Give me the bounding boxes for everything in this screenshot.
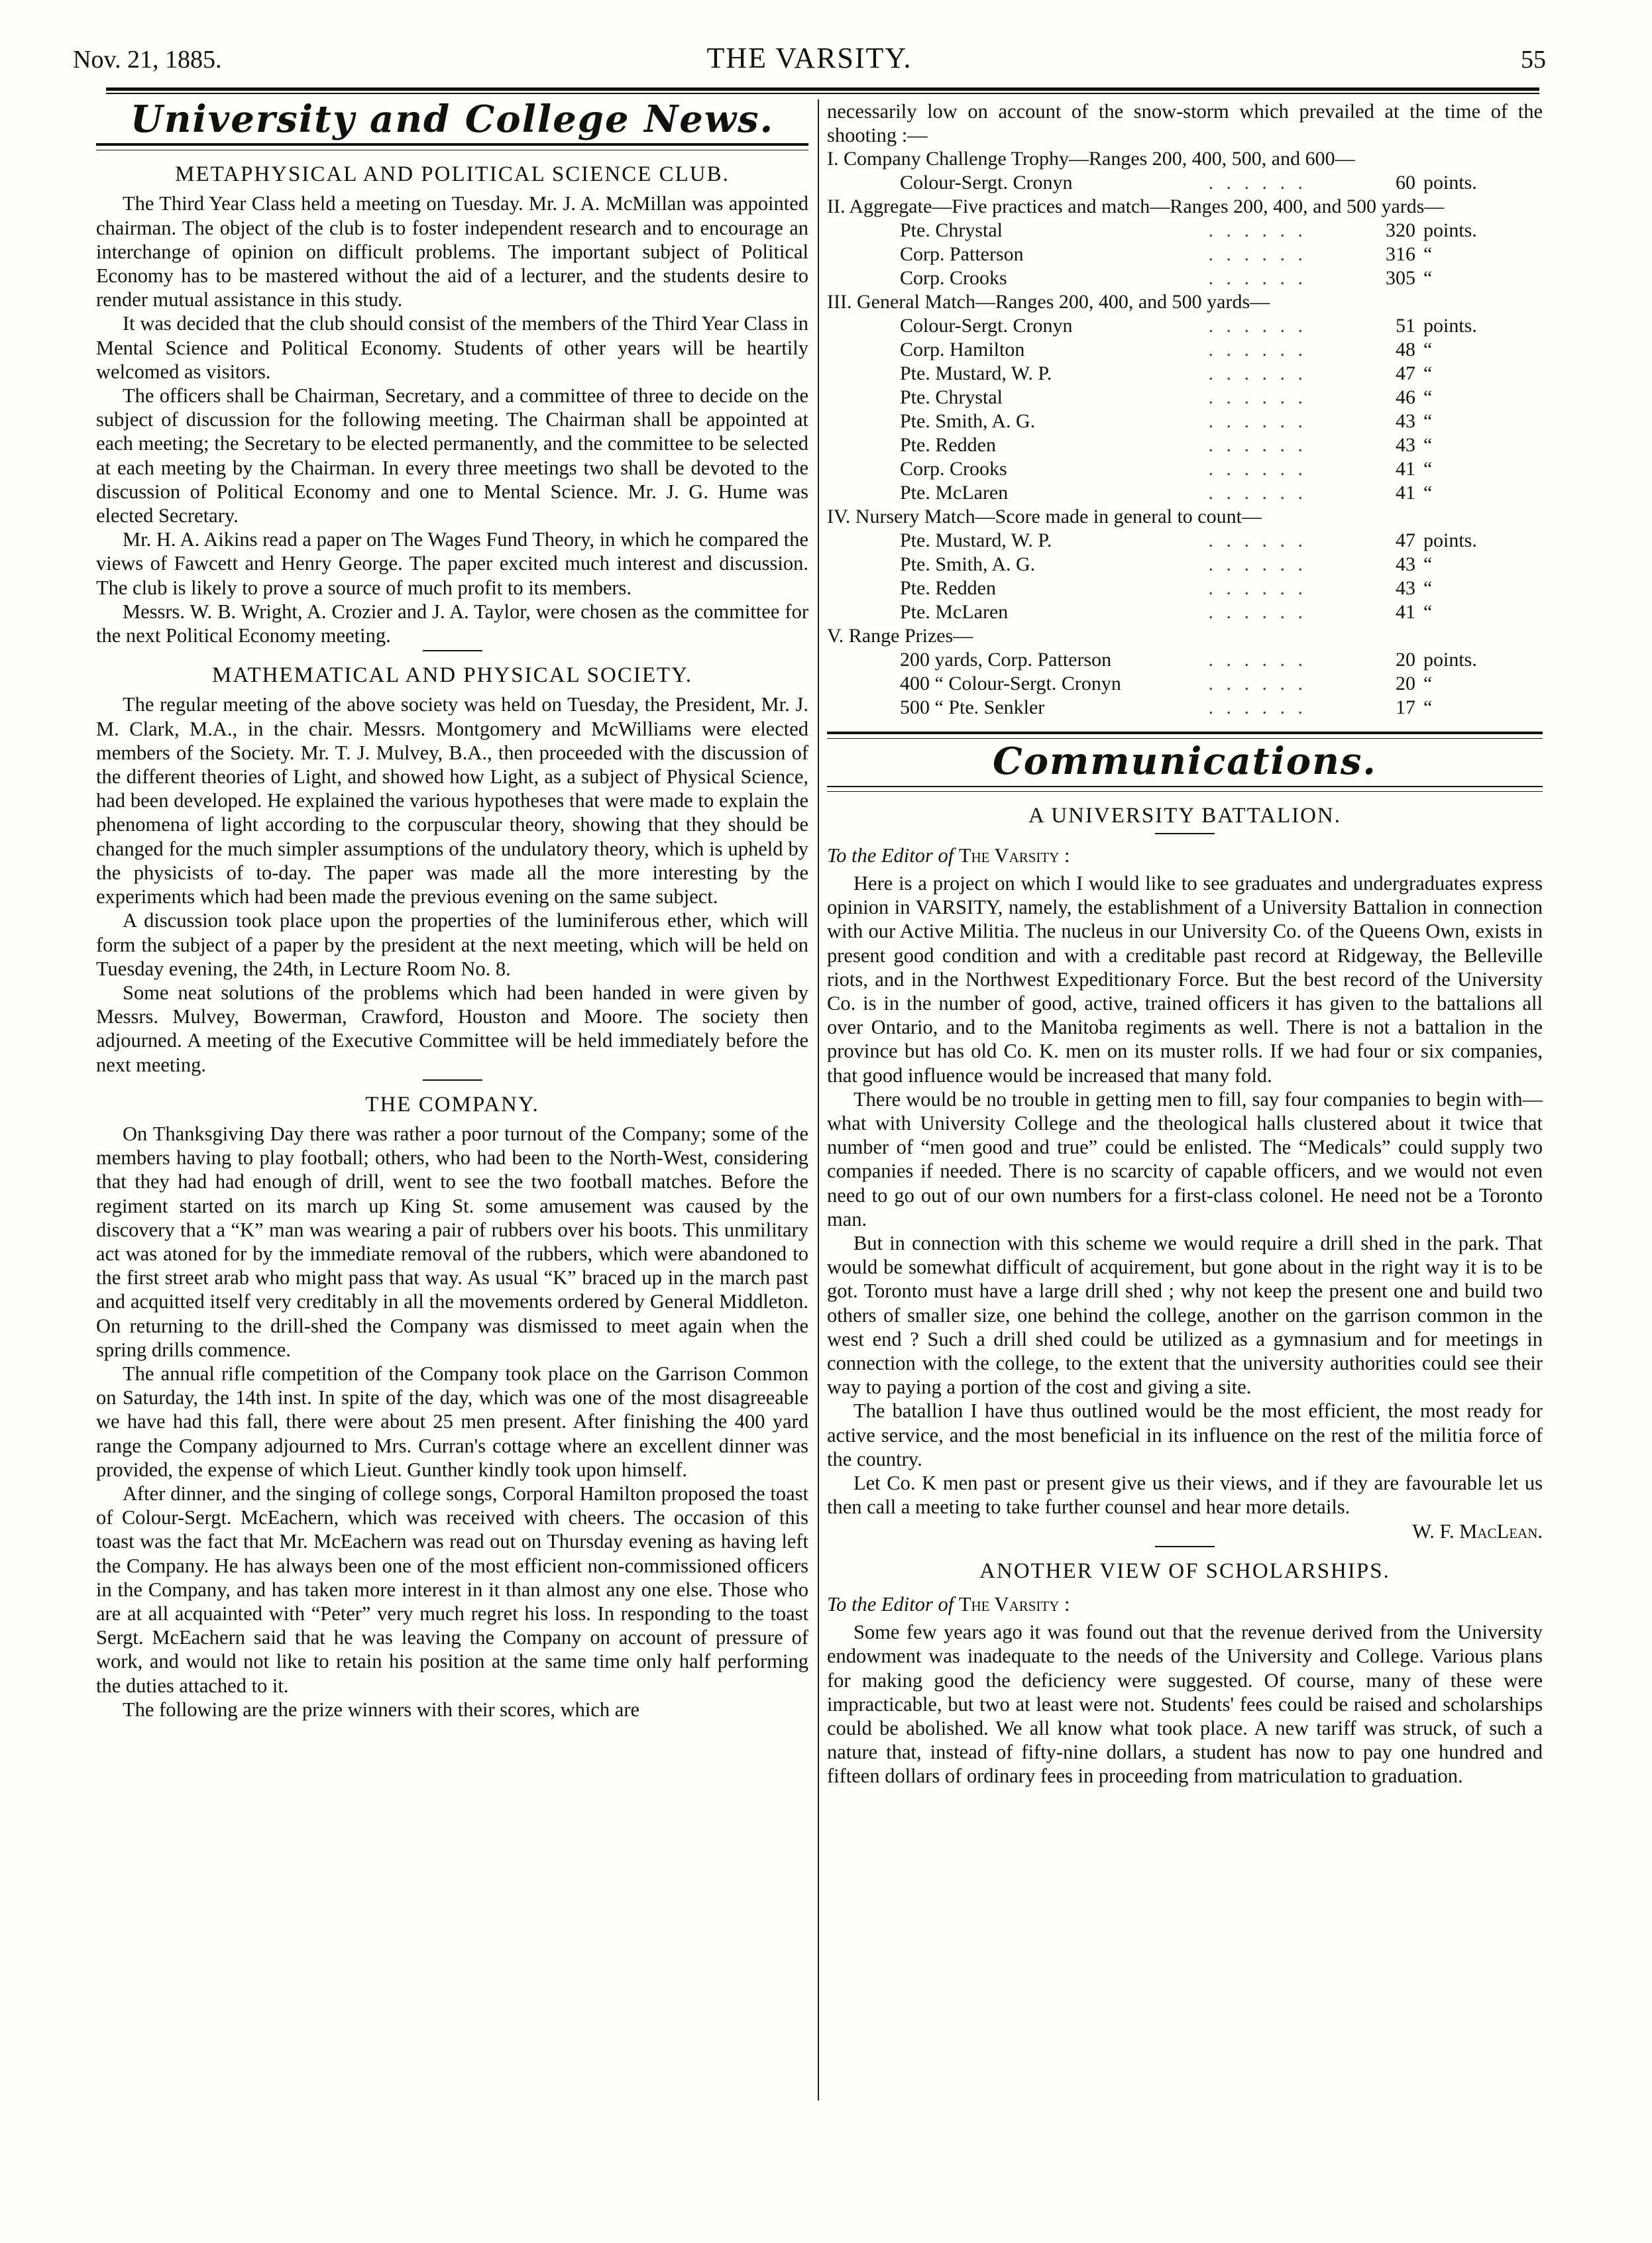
column-divider <box>818 99 819 2101</box>
prize-entry-name: Corp. Crooks <box>900 267 1007 290</box>
leader-dots: . . . . . . <box>1208 267 1307 290</box>
prize-category <box>827 290 1543 314</box>
leader-dots: . . . . . . <box>1208 553 1307 576</box>
article-title-company: THE COMPANY. <box>365 1092 539 1117</box>
prize-entry <box>827 457 1543 481</box>
prize-entry-name: 400 “ Colour-Sergt. Cronyn <box>900 673 1121 695</box>
paragraph: There would be no trouble in getting men to fill, say four companies to begin with—what with University College and the theological halls clustered about it twice that number of “men good and true” could be enlisted. The “Medicals” could supply two companies if needed. There is no scarcity of capable officers, and we would not even need to go out of our own numbers for a first-class colonel. He need not be a Toronto man. <box>827 1087 1543 1231</box>
section-title-news: University and College News. <box>130 97 775 141</box>
prize-entry-name: Corp. Patterson <box>900 243 1024 266</box>
paragraph: Some few years ago it was found out that the revenue derived from the University endowment was inadequate to the needs of the University and College. Various plans for making good the deficiency were suggested. Of course, many of these were impracticable, but two at least were not. Students' fees could be raised and scholarships could be abolished. We all know what took place. A new tariff was struck, of such a nature that, instead of fifty-nine dollars, a student has now to pay one hundred and fifteen dollars of ordinary fees in proceeding from matriculation to graduation. <box>827 1621 1543 1788</box>
prize-entry <box>827 386 1543 410</box>
leader-dots: . . . . . . <box>1208 362 1307 385</box>
prize-entry <box>827 410 1543 433</box>
header-rule <box>106 87 1539 91</box>
prize-entry <box>827 266 1543 290</box>
paragraph: Here is a project on which I would like to see graduates and undergraduates express opinion in VARSITY, namely, the establishment of a University Battalion in connection with our Active Militia. The nucleus in our University Co. of the Queens Own, exists in present good condition and with a creditable past record at Ridgeway, the Belleville riots, and in the Northwest Expeditionary Force. But the best record of the University Co. is in the number of good, active, trained officers it has given to the battalions all over Ontario, and to the Manitoba regiments as well. There is not a battalion in the province but has old Co. K. men on its muster rolls. If we had four or six companies, that good influence would be increased that many fold. <box>827 872 1543 1087</box>
prize-category-label: IV. Nursery Match—Score made in general to count— <box>827 506 1262 528</box>
paragraph-continued: necessarily low on account of the snow-storm which prevailed at the time of the shooting :— <box>827 100 1543 147</box>
prize-entry-score: 43 <box>1396 553 1415 576</box>
paragraph: Let Co. K men past or present give us their views, and if they are favourable let us then call a meeting to take further counsel and hear more details. <box>827 1472 1543 1519</box>
prize-entry-score: 41 <box>1396 482 1415 504</box>
paragraph: Messrs. W. B. Wright, A. Crozier and J. A. Taylor, were chosen as the committee for the next Political Economy meeting. <box>96 600 808 647</box>
leader-dots: . . . . . . <box>1208 458 1307 480</box>
prize-entry-name: Corp. Crooks <box>900 458 1007 480</box>
prize-category <box>827 147 1543 171</box>
prize-entry <box>827 338 1543 362</box>
paragraph: The following are the prize winners with their scores, which are <box>123 1698 640 1721</box>
article-title-battalion: A UNIVERSITY BATTALION. <box>1028 803 1342 828</box>
leader-dots: . . . . . . <box>1208 243 1307 266</box>
paragraph: The regular meeting of the above society was held on Tuesday, the President, Mr. J. M. Clark, M.A., in the chair. Messrs. Montgomery and McWilliams were elected members of the Society. Mr. T. J. Mulvey, B.A., then proceeded with the discussion of the different theories of Light, and showed how Light, as a subject of Physical Science, had been developed. He explained the various hypotheses that were made to explain the phenomena of light according to the corpuscular theory, showing that they should be changed for the much simpler assumptions of the undulatory theory, which is upheld by the physicists of to-day. The paper was made all the more interesting by the experiments which had been made the previous evening on the same subject. <box>96 693 808 908</box>
section-rule <box>827 732 1543 739</box>
leader-dots: . . . . . . <box>1208 482 1307 504</box>
separator <box>423 1079 482 1081</box>
prize-entry <box>827 696 1543 720</box>
prize-entry-unit: “ <box>1423 482 1433 504</box>
paragraph: A discussion took place upon the properties of the luminiferous ether, which will form the subject of a paper by the president at the next meeting, which will be held on Tuesday evening, the 24th, in Lecture Room No. 8. <box>96 909 808 980</box>
page-header <box>73 38 1546 78</box>
prize-entry-score: 41 <box>1396 458 1415 480</box>
prize-entry-unit: “ <box>1423 267 1433 290</box>
left-column <box>96 99 808 1722</box>
prize-entry-score: 316 <box>1386 243 1415 266</box>
prize-entry-name: Pte. Redden <box>900 577 996 600</box>
paper-name: The Varsity : <box>958 1592 1070 1615</box>
prize-entry-name: Pte. Mustard, W. P. <box>900 529 1052 552</box>
prize-entry <box>827 314 1543 338</box>
prize-entry-name: Pte. McLaren <box>900 482 1009 504</box>
prize-entry-name: Colour-Sergt. Cronyn <box>900 315 1073 337</box>
prize-entry-name: Pte. Smith, A. G. <box>900 410 1036 433</box>
prize-entry <box>827 362 1543 386</box>
paragraph: After dinner, and the singing of college songs, Corporal Hamilton proposed the toast of Colour-Sergt. McEachern, which was received with cheers. The occasion of this toast was the fact that Mr. McEachern was read out on Thursday evening as having left the Company. He has always been one of the most efficient non-commissioned officers in the Company, and has taken more interest in it than almost any one else. Those who are at all acquainted with “Peter” very much regret his loss. In responding to the toast Sergt. McEachern said that he was leaving the Company on account of pressure of work, and would not like to retain his position at the same time only half performing the duties attached to it. <box>96 1482 808 1697</box>
prize-entry-unit: points. <box>1423 172 1477 194</box>
prize-entry-score: 17 <box>1396 696 1415 719</box>
prize-entry-score: 43 <box>1396 577 1415 600</box>
leader-dots: . . . . . . <box>1208 649 1307 671</box>
prize-entry-name: Pte. Redden <box>900 434 996 457</box>
paragraph: The Third Year Class held a meeting on Tuesday. Mr. J. A. McMillan was appointed chairman. The object of the club is to foster independent research and to encourage an interchange of opinion on difficult problems. The important subject of Political Economy has to be mastered without the aid of a lecturer, and the students desire to render mutual assistance in this study. <box>96 192 808 311</box>
section-rule <box>827 786 1543 792</box>
prize-entry <box>827 243 1543 266</box>
leader-dots: . . . . . . <box>1208 577 1307 600</box>
leader-dots: . . . . . . <box>1208 673 1307 695</box>
prize-category-label: I. Company Challenge Trophy—Ranges 200, 400, 500, and 600— <box>827 148 1355 170</box>
prize-entry-unit: points. <box>1423 219 1477 242</box>
paragraph: The officers shall be Chairman, Secretary, and a committee of three to decide on the subject of discussion for the following meeting. The Chairman shall be appointed at each meeting; the Secretary to be elected permanently, and the committee to be selected at each meeting by the Chairman. In every three meetings two shall be devoted to the discussion of Political Economy and one to Mental Science. Mr. J. G. Hume was elected Secretary. <box>96 384 808 527</box>
prize-entry-score: 41 <box>1396 601 1415 624</box>
editor-salutation: To the Editor of The Varsity : <box>827 1592 1070 1615</box>
prize-category <box>827 624 1543 648</box>
leader-dots: . . . . . . <box>1208 315 1307 337</box>
prize-entry-unit: “ <box>1423 458 1433 480</box>
editor-salutation: To the Editor of The Varsity : <box>827 844 1070 867</box>
section-title-communications: Communications. <box>993 739 1377 784</box>
journal-title: THE VARSITY. <box>706 42 912 74</box>
prize-entry-score: 20 <box>1396 673 1415 695</box>
article-title-math: MATHEMATICAL AND PHYSICAL SOCIETY. <box>212 663 692 688</box>
prize-entry <box>827 481 1543 505</box>
paragraph: Mr. H. A. Aikins read a paper on The Wages Fund Theory, in which he compared the views of Fawcett and Henry George. The paper excited much interest and discussion. The club is likely to prove a source of much profit to its members. <box>96 528 808 599</box>
prize-entry <box>827 600 1543 624</box>
leader-dots: . . . . . . <box>1208 529 1307 552</box>
prize-entry-name: Pte. Smith, A. G. <box>900 553 1036 576</box>
prize-entry-score: 320 <box>1386 219 1415 242</box>
prize-entry-score: 20 <box>1396 649 1415 671</box>
prize-entry <box>827 553 1543 576</box>
paragraph: The annual rifle competition of the Company took place on the Garrison Common on Saturday, the 14th inst. In spite of the day, which was one of the most disagreeable we have had this fall, there were about 25 men present. After finishing the 400 yard range the Company adjourned to Mrs. Curran's cottage where an excellent dinner was provided, the expense of which Lieut. Gunther kindly took upon himself. <box>96 1362 808 1481</box>
prize-entry-score: 47 <box>1396 529 1415 552</box>
prize-entry-name: Pte. Chrystal <box>900 386 1003 409</box>
right-column <box>827 99 1543 1788</box>
prize-entry-score: 43 <box>1396 410 1415 433</box>
prize-category <box>827 505 1543 529</box>
prize-entry-score: 48 <box>1396 339 1415 361</box>
paragraph: Some neat solutions of the problems which had been handed in were given by Messrs. Mulvey, Bowerman, Crawford, Houston and Moore. The society then adjourned. A meeting of the Executive Committee will be held immediately before the next meeting. <box>96 981 808 1076</box>
prize-entry-unit: points. <box>1423 529 1477 552</box>
prize-category <box>827 195 1543 219</box>
prize-category-label: II. Aggregate—Five practices and match—Ranges 200, 400, and 500 yards— <box>827 195 1445 218</box>
prize-entry-name: Pte. Chrystal <box>900 219 1003 242</box>
paragraph: It was decided that the club should consist of the members of the Third Year Class in Mental Science and Political Economy. Students of other years will be heartily welcomed as visitors. <box>96 312 808 383</box>
leader-dots: . . . . . . <box>1208 696 1307 719</box>
prize-entry-score: 43 <box>1396 434 1415 457</box>
prize-entry-name: 500 “ Pte. Senkler <box>900 696 1045 719</box>
prize-category-label: V. Range Prizes— <box>827 625 973 647</box>
paragraph: But in connection with this scheme we would require a drill shed in the park. That would be somewhat difficult of acquirement, but gone about in the right way it is to be got. Toronto must have a large drill shed ; why not keep the present one and build two others of smaller size, one behind the college, another on the garrison common in the west end ? Such a drill shed could be utilized as a gymnasium and for meetings in connection with the college, to the extent that the university authorities could see their way to paying a portion of the cost and giving a site. <box>827 1232 1543 1399</box>
prize-entry-score: 46 <box>1396 386 1415 409</box>
section-rule <box>96 143 808 150</box>
prize-entry-unit: “ <box>1423 434 1433 457</box>
prize-entry-name: Pte. McLaren <box>900 601 1009 624</box>
header-rule-thin <box>106 93 1539 94</box>
prize-entry-unit: “ <box>1423 339 1433 361</box>
issue-date: Nov. 21, 1885. <box>73 46 222 74</box>
prize-entry-unit: “ <box>1423 673 1433 695</box>
prize-entry <box>827 648 1543 672</box>
prize-entry <box>827 529 1543 553</box>
leader-dots: . . . . . . <box>1208 172 1307 194</box>
article-title-club: METAPHYSICAL AND POLITICAL SCIENCE CLUB. <box>175 162 730 187</box>
prize-entry-unit: “ <box>1423 577 1433 600</box>
prize-entry <box>827 672 1543 696</box>
leader-dots: . . . . . . <box>1208 219 1307 242</box>
prize-entry <box>827 219 1543 243</box>
prize-list <box>827 147 1543 720</box>
paragraph: The batallion I have thus outlined would be the most efficient, the most ready for active service, and the most beneficial in its influence on the rest of the militia force of the country. <box>827 1399 1543 1470</box>
prize-entry-unit: “ <box>1423 243 1433 266</box>
prize-entry-score: 47 <box>1396 362 1415 385</box>
prize-entry-unit: “ <box>1423 696 1433 719</box>
signature: W. F. MacLean. <box>1412 1519 1543 1543</box>
prize-entry-unit: “ <box>1423 410 1433 433</box>
separator <box>423 650 482 651</box>
leader-dots: . . . . . . <box>1208 339 1307 361</box>
prize-entry-unit: “ <box>1423 553 1433 576</box>
prize-entry-unit: “ <box>1423 362 1433 385</box>
prize-entry-name: Colour-Sergt. Cronyn <box>900 172 1073 194</box>
paper-name: The Varsity : <box>958 844 1070 867</box>
prize-entry <box>827 576 1543 600</box>
prize-entry-name: Corp. Hamilton <box>900 339 1025 361</box>
prize-entry-score: 60 <box>1396 172 1415 194</box>
prize-entry-name: Pte. Mustard, W. P. <box>900 362 1052 385</box>
prize-category-label: III. General Match—Ranges 200, 400, and 500 yards— <box>827 291 1270 313</box>
prize-entry-unit: points. <box>1423 315 1477 337</box>
prize-entry-score: 51 <box>1396 315 1415 337</box>
leader-dots: . . . . . . <box>1208 601 1307 624</box>
prize-entry-score: 305 <box>1386 267 1415 290</box>
separator <box>1155 1546 1215 1547</box>
separator <box>1155 833 1215 834</box>
prize-entry-unit: “ <box>1423 601 1433 624</box>
leader-dots: . . . . . . <box>1208 434 1307 457</box>
paragraph: On Thanksgiving Day there was rather a poor turnout of the Company; some of the members having to play football; others, who had been to the North-West, considering that they had had enough of drill, went to see the two football matches. Before the regiment started on its march up King St. some amusement was caused by the discovery that a “K” man was wearing a pair of rubbers over his boots. This unmilitary act was atoned for by the immediate removal of the rubbers, which were abandoned to the first street arab who might pass that way. As usual “K” braced up in the march past and acquitted itself very creditably in all the movements ordered by General Middleton. On returning to the drill-shed the Company was dismissed to meet again when the spring drills commence. <box>96 1122 808 1361</box>
prize-entry-unit: points. <box>1423 649 1477 671</box>
prize-entry <box>827 171 1543 195</box>
page-number: 55 <box>1521 46 1546 74</box>
leader-dots: . . . . . . <box>1208 410 1307 433</box>
prize-entry-unit: “ <box>1423 386 1433 409</box>
prize-entry-name: 200 yards, Corp. Patterson <box>900 649 1112 671</box>
article-title-scholarships: ANOTHER VIEW OF SCHOLARSHIPS. <box>979 1559 1390 1583</box>
prize-entry <box>827 433 1543 457</box>
leader-dots: . . . . . . <box>1208 386 1307 409</box>
